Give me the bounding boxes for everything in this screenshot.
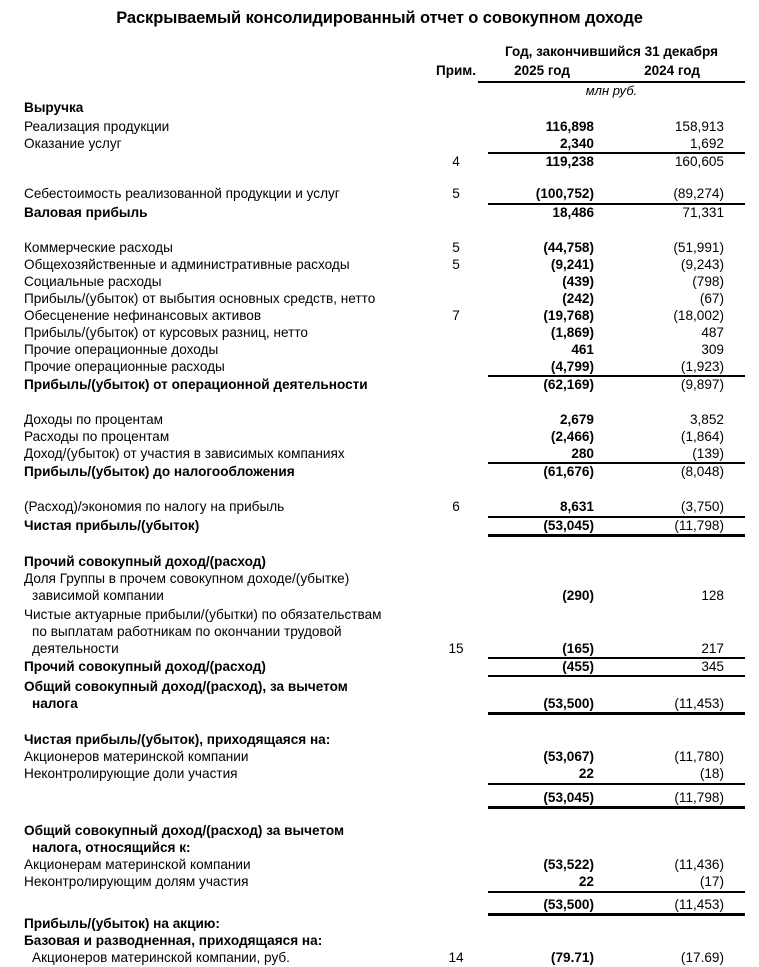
table-row xyxy=(0,118,759,135)
row-value-2024: (11,798) xyxy=(674,518,724,533)
row-label: Доход/(убыток) от участия в зависимых компаниях xyxy=(24,446,345,461)
row-note: 15 xyxy=(448,641,464,656)
row-value-2025: (290) xyxy=(562,588,594,603)
row-value-2024: (11,780) xyxy=(674,749,724,764)
row-value-2025: 280 xyxy=(571,446,594,461)
row-value-2025: 8,631 xyxy=(559,499,594,514)
row-value-2024: 309 xyxy=(701,342,724,357)
subtotal-rule xyxy=(488,783,745,785)
row-value-2025: 22 xyxy=(578,766,594,781)
row-value-2025: (1,869) xyxy=(550,325,594,340)
table-row xyxy=(0,822,759,839)
row-label: Акционеров материнской компании, руб. xyxy=(32,950,290,965)
table-row xyxy=(0,873,759,890)
row-value-2024: (9,243) xyxy=(680,257,724,272)
row-label: Неконтролирующие доли участия xyxy=(24,766,238,781)
table-row xyxy=(0,748,759,765)
table-row xyxy=(0,273,759,290)
row-value-2024: (67) xyxy=(699,291,724,306)
row-value-2025: 461 xyxy=(571,342,594,357)
row-value-2025: (9,241) xyxy=(550,257,594,272)
table-row xyxy=(0,517,759,534)
table-row xyxy=(0,915,759,932)
row-label-line-2: по выплатам работникам по окончании трудовой xyxy=(32,624,342,639)
row-value-2025: 116,898 xyxy=(545,119,594,134)
table-row xyxy=(0,731,759,748)
table-row xyxy=(0,239,759,256)
row-value-2025: (53,500) xyxy=(543,897,594,912)
row-value-2025: (53,500) xyxy=(543,696,594,711)
table-row xyxy=(0,204,759,221)
table-row xyxy=(0,445,759,462)
total-rule xyxy=(488,712,745,715)
row-note: 5 xyxy=(452,257,460,272)
table-row xyxy=(0,358,759,375)
row-value-2024: (11,798) xyxy=(674,790,724,805)
table-row xyxy=(0,324,759,341)
total-rule xyxy=(488,806,745,809)
row-label: Социальные расходы xyxy=(24,274,162,289)
row-value-2024: 160,605 xyxy=(674,154,724,169)
row-value-2025: (455) xyxy=(562,659,594,674)
row-label: Прочий совокупный доход/(расход) xyxy=(24,659,266,674)
table-row xyxy=(0,553,759,570)
table-row xyxy=(0,839,759,856)
row-value-2024: (18,002) xyxy=(673,308,724,323)
row-label-line-2: налога xyxy=(32,696,78,711)
row-label: Расходы по процентам xyxy=(24,429,170,444)
row-value-2025: (4,799) xyxy=(550,359,594,374)
row-value-2025: (2,466) xyxy=(550,429,594,444)
table-row xyxy=(0,570,759,587)
table-row xyxy=(0,765,759,782)
row-value-2025: (79.71) xyxy=(550,950,594,965)
table-row xyxy=(0,678,759,695)
row-label: Прибыль/(убыток) от выбытия основных средств, нетто xyxy=(24,291,376,306)
row-note: 6 xyxy=(452,499,460,514)
row-label: Прибыль/(убыток) от операционной деятельности xyxy=(24,377,368,392)
row-value-2024: 345 xyxy=(701,659,724,674)
table-row xyxy=(0,623,759,640)
table-row xyxy=(0,185,759,202)
row-label-line-3: деятельности xyxy=(32,641,119,656)
table-row xyxy=(0,606,759,623)
row-label: Коммерческие расходы xyxy=(24,240,173,255)
row-value-2024: 158,913 xyxy=(674,119,724,134)
row-value-2025: 119,238 xyxy=(545,154,594,169)
row-value-2025: (61,676) xyxy=(543,464,594,479)
row-label: Неконтролирующим долям участия xyxy=(24,874,249,889)
row-value-2024: 128 xyxy=(701,588,724,603)
table-row xyxy=(0,411,759,428)
row-label: Оказание услуг xyxy=(24,136,122,151)
row-value-2025: (53,045) xyxy=(543,790,594,805)
subtotal-rule xyxy=(488,891,745,893)
row-value-2025: (165) xyxy=(562,641,594,656)
row-value-2024: (18) xyxy=(699,766,724,781)
row-label: Акционеров материнской компании xyxy=(24,749,249,764)
section-heading-eps: Прибыль/(убыток) на акцию: xyxy=(24,916,220,931)
row-value-2025: (53,045) xyxy=(543,518,594,533)
row-label: Акционерам материнской компании xyxy=(24,857,251,872)
row-label: (Расход)/экономия по налогу на прибыль xyxy=(24,499,285,514)
row-value-2024: (9,897) xyxy=(680,377,724,392)
row-label: Реализация продукции xyxy=(24,119,170,134)
row-value-2025: (19,768) xyxy=(543,308,594,323)
table-row xyxy=(0,428,759,445)
subtotal-rule xyxy=(488,675,745,677)
row-value-2024: (1,864) xyxy=(680,429,724,444)
table-row xyxy=(0,341,759,358)
row-note: 5 xyxy=(452,240,460,255)
table-row xyxy=(0,290,759,307)
row-note: 14 xyxy=(448,950,464,965)
row-value-2024: (3,750) xyxy=(680,499,724,514)
row-label: Чистая прибыль/(убыток) xyxy=(24,518,200,533)
row-label-line-1: Чистые актуарные прибыли/(убытки) по обязательствам xyxy=(24,607,382,622)
row-value-2024: (1,923) xyxy=(680,359,724,374)
section-heading-oci: Прочий совокупный доход/(расход) xyxy=(24,554,266,569)
row-value-2025: 2,340 xyxy=(559,136,594,151)
row-value-2024: 1,692 xyxy=(689,136,724,151)
table-row xyxy=(0,658,759,675)
row-value-2025: (100,752) xyxy=(535,186,594,201)
section-heading-net-attribution: Чистая прибыль/(убыток), приходящаяся на: xyxy=(24,732,331,747)
row-label: Прибыль/(убыток) до налогообложения xyxy=(24,464,295,479)
column-header-note: Прим. xyxy=(436,63,476,78)
row-label: Обесценение нефинансовых активов xyxy=(24,308,262,323)
table-row xyxy=(0,463,759,480)
row-value-2024: (51,991) xyxy=(673,240,724,255)
row-label: Прибыль/(убыток) от курсовых разниц, нетто xyxy=(24,325,308,340)
row-label: Прочие операционные расходы xyxy=(24,359,225,374)
row-note: 7 xyxy=(452,308,460,323)
row-value-2025: (439) xyxy=(562,274,594,289)
column-header-year-2025: 2025 год xyxy=(514,63,570,78)
table-row xyxy=(0,376,759,393)
row-value-2024: 3,852 xyxy=(689,412,724,427)
row-value-2024: (8,048) xyxy=(680,464,724,479)
row-label: Себестоимость реализованной продукции и услуг xyxy=(24,186,340,201)
row-label: Прочие операционные доходы xyxy=(24,342,219,357)
table-row xyxy=(0,153,759,170)
row-label: Общехозяйственные и административные расходы xyxy=(24,257,350,272)
table-row xyxy=(0,640,759,657)
subheading-eps-basic-diluted: Базовая и разводненная, приходящаяся на: xyxy=(24,933,323,948)
row-label-line-1: Доля Группы в прочем совокупном доходе/(убытке) xyxy=(24,571,350,586)
table-row xyxy=(0,99,759,116)
table-row xyxy=(0,932,759,949)
row-value-2024: (89,274) xyxy=(673,186,724,201)
row-value-2024: 217 xyxy=(701,641,724,656)
table-row xyxy=(0,949,759,966)
row-note: 5 xyxy=(452,186,460,201)
table-row xyxy=(0,587,759,604)
row-value-2025: (53,067) xyxy=(543,749,594,764)
column-header-year-2024: 2024 год xyxy=(644,63,700,78)
row-note: 4 xyxy=(452,154,460,169)
row-value-2025: (62,169) xyxy=(543,377,594,392)
row-value-2025: (44,758) xyxy=(543,240,594,255)
row-label-line-1: Общий совокупный доход/(расход), за вычетом xyxy=(24,679,348,694)
total-rule xyxy=(488,534,745,537)
row-value-2024: (139) xyxy=(692,446,724,461)
table-row xyxy=(0,896,759,913)
section-heading-revenue: Выручка xyxy=(24,100,84,115)
row-value-2024: (11,453) xyxy=(674,696,724,711)
table-row xyxy=(0,789,759,806)
row-value-2024: (11,436) xyxy=(674,857,724,872)
row-value-2024: (17.69) xyxy=(680,950,724,965)
row-value-2024: (11,453) xyxy=(674,897,724,912)
row-value-2025: 22 xyxy=(578,874,594,889)
row-value-2025: (242) xyxy=(562,291,594,306)
row-value-2024: (798) xyxy=(692,274,724,289)
table-row xyxy=(0,307,759,324)
column-header-period: Год, закончившийся 31 декабря xyxy=(505,44,718,59)
table-row xyxy=(0,695,759,712)
row-label: Валовая прибыль xyxy=(24,205,148,220)
row-value-2025: (53,522) xyxy=(543,857,594,872)
row-value-2025: 18,486 xyxy=(552,205,594,220)
section-heading-tci-attribution-line-2: налога, относящийся к: xyxy=(32,840,191,855)
row-value-2024: 71,331 xyxy=(682,205,724,220)
table-row xyxy=(0,135,759,152)
row-label: Доходы по процентам xyxy=(24,412,164,427)
row-label-line-2: зависимой компании xyxy=(32,588,164,603)
page-title: Раскрываемый консолидированный отчет о совокупном доходе xyxy=(116,9,643,27)
row-value-2024: (17) xyxy=(699,874,724,889)
table-row xyxy=(0,498,759,515)
table-row xyxy=(0,256,759,273)
row-value-2025: 2,679 xyxy=(559,412,594,427)
row-value-2024: 487 xyxy=(701,325,724,340)
table-row xyxy=(0,856,759,873)
section-heading-tci-attribution-line-1: Общий совокупный доход/(расход) за вычетом xyxy=(24,823,345,838)
units-label: млн руб. xyxy=(585,83,638,98)
